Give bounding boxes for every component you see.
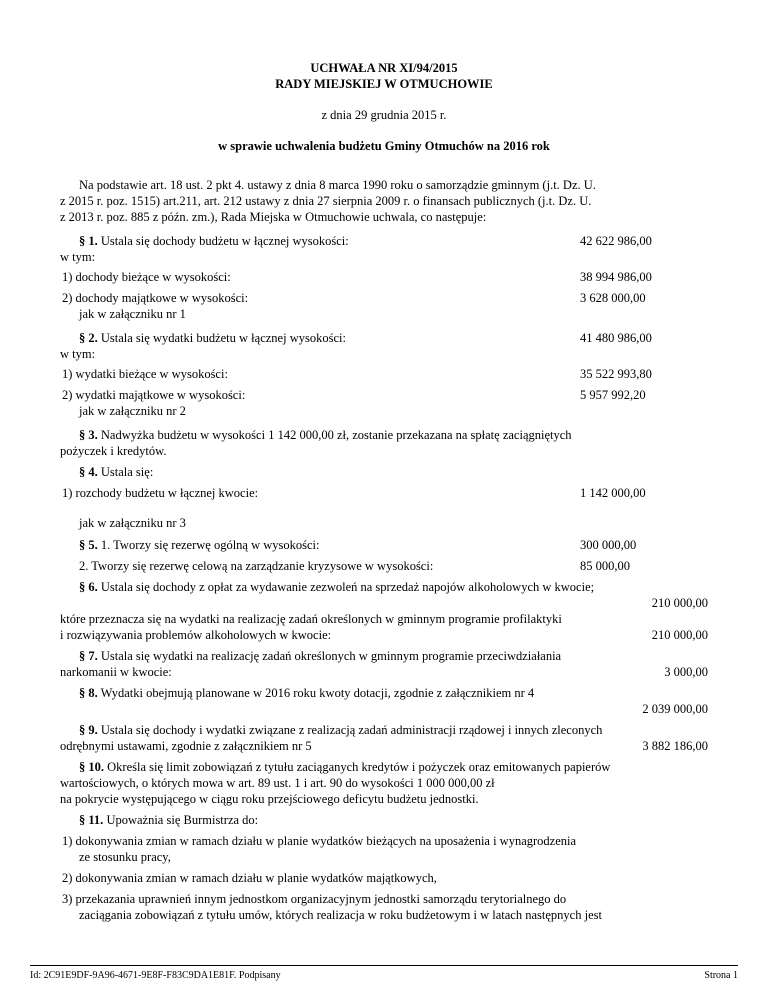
section-2-item-1-value: 35 522 993,80	[580, 367, 652, 381]
section-4-note: jak w załączniku nr 3	[79, 516, 186, 530]
section-5-value-1: 300 000,00	[580, 538, 637, 552]
section-7-amount: 3 000,00	[664, 665, 708, 679]
section-1-value: 42 622 986,00	[580, 234, 652, 248]
section-11	[79, 813, 258, 828]
resolution-subject: w sprawie uchwalenia budżetu Gminy Otmuchów na 2016 rok	[218, 139, 550, 153]
section-8-mark: § 8.	[79, 686, 98, 700]
section-4-mark: § 4.	[79, 465, 98, 479]
section-2-item-2-note: jak w załączniku nr 2	[79, 404, 186, 418]
section-11-item-3-line-2: zaciągania zobowiązań z tytułu umów, których realizacja w roku budżetowym i w latach następnych jest	[79, 908, 602, 922]
section-4	[79, 465, 153, 480]
section-2-mark: § 2.	[79, 331, 98, 345]
page-number: Strona 1	[704, 970, 738, 981]
section-2-text: Ustala się wydatki budżetu w łącznej wysokości:	[97, 331, 346, 345]
section-4-item-1: 1) rozchody budżetu w łącznej kwocie:	[62, 486, 259, 500]
section-1-item-2: 2) dochody majątkowe w wysokości:	[62, 291, 249, 305]
section-6-mark: § 6.	[79, 580, 98, 594]
section-3-text: Nadwyżka budżetu w wysokości 1 142 000,00 zł, zostanie przekazana na spłatę zaciągniętych	[97, 428, 572, 442]
section-11-item-1-line-2: ze stosunku pracy,	[79, 850, 171, 864]
footer-divider	[30, 965, 738, 966]
section-1-wtym: w tym:	[60, 250, 96, 264]
section-1-text: Ustala się dochody budżetu w łącznej wysokości:	[97, 234, 349, 248]
section-2-item-1: 1) wydatki bieżące w wysokości:	[62, 367, 228, 381]
section-1-item-1: 1) dochody bieżące w wysokości:	[62, 270, 231, 284]
section-11-text: Upoważnia się Burmistrza do:	[103, 813, 259, 827]
section-2-item-2: 2) wydatki majątkowe w wysokości:	[62, 388, 246, 402]
council-name: RADY MIEJSKIEJ W OTMUCHOWIE	[275, 77, 493, 91]
intro-line-3: z 2013 r. poz. 885 z późn. zm.), Rada Miejska w Otmuchowie uchwala, co następuje:	[60, 210, 487, 224]
section-4-text: Ustala się:	[97, 465, 154, 479]
section-10-line-2: wartościowych, o których mowa w art. 89 ust. 1 i art. 90 do wysokości 1 000 000,00 zł	[60, 776, 495, 790]
section-3-mark: § 3.	[79, 428, 98, 442]
section-2-item-2-value: 5 957 992,20	[580, 388, 646, 402]
section-6-amount-1: 210 000,00	[651, 596, 708, 610]
section-6-text: Ustala się dochody z opłat za wydawanie zezwoleń na sprzedaż napojów alkoholowych w kwocie;	[97, 580, 595, 594]
section-10-line-1	[79, 760, 610, 775]
section-2	[79, 331, 346, 346]
section-9-text: Ustala się dochody i wydatki związane z realizacją zadań administracji rządowej i innych zleconych	[97, 723, 603, 737]
section-1	[79, 234, 349, 249]
section-7-line-1	[79, 649, 561, 664]
section-3-line-2: pożyczek i kredytów.	[60, 444, 167, 458]
intro-line-2: z 2015 r. poz. 1515) art.211, art. 212 ustawy z dnia 27 sierpnia 2009 r. o finansach publicznych (j.t. Dz. U.	[60, 194, 592, 208]
section-4-item-1-value: 1 142 000,00	[580, 486, 646, 500]
section-10-mark: § 10.	[79, 760, 104, 774]
intro-line-1: Na podstawie art. 18 ust. 2 pkt 4. ustawy z dnia 8 marca 1990 roku o samorządzie gminnym (j.t. Dz. U.	[79, 178, 596, 192]
section-11-item-2: 2) dokonywania zmian w ramach działu w planie wydatków majątkowych,	[62, 871, 437, 885]
section-6-line-2: które przeznacza się na wydatki na realizację zadań określonych w gminnym programie profilaktyki	[60, 612, 562, 626]
section-9-line-1	[79, 723, 602, 738]
section-10-text: Określa się limit zobowiązań z tytułu zaciąganych kredytów i pożyczek oraz emitowanych papierów	[104, 760, 611, 774]
section-1-item-1-value: 38 994 986,00	[580, 270, 652, 284]
section-8-amount: 2 039 000,00	[642, 702, 708, 716]
section-11-item-3-line-1: 3) przekazania uprawnień innym jednostkom organizacyjnym jednostki samorządu terytorialnego do	[62, 892, 567, 906]
section-7-line-2: narkomanii w kwocie:	[60, 665, 172, 679]
section-6-amount-2: 210 000,00	[651, 628, 708, 642]
section-8-text: Wydatki obejmują planowane w 2016 roku kwoty dotacji, zgodnie z załącznikiem nr 4	[97, 686, 535, 700]
section-6-line-1	[79, 580, 594, 595]
section-8-line-1	[79, 686, 534, 701]
section-6-line-3: i rozwiązywania problemów alkoholowych w kwocie:	[60, 628, 332, 642]
section-3-line-1	[79, 428, 572, 443]
section-1-mark: § 1.	[79, 234, 98, 248]
section-1-item-2-value: 3 628 000,00	[580, 291, 646, 305]
section-7-mark: § 7.	[79, 649, 98, 663]
section-9-amount: 3 882 186,00	[642, 739, 708, 753]
section-5-text-2: 2. Tworzy się rezerwę celową na zarządzanie kryzysowe w wysokości:	[79, 559, 434, 573]
section-1-item-2-note: jak w załączniku nr 1	[79, 307, 186, 321]
section-2-wtym: w tym:	[60, 347, 96, 361]
section-9-mark: § 9.	[79, 723, 98, 737]
section-7-text: Ustala się wydatki na realizację zadań określonych w gminnym programie przeciwdziałania	[97, 649, 562, 663]
section-11-item-1-line-1: 1) dokonywania zmian w ramach działu w planie wydatków bieżących na uposażenia i wynagrodzenia	[62, 834, 577, 848]
document-id: Id: 2C91E9DF-9A96-4671-9E8F-F83C9DA1E81F. Podpisany	[30, 970, 281, 981]
section-5-mark: § 5.	[79, 538, 98, 552]
section-5-value-2: 85 000,00	[580, 559, 630, 573]
section-5-text-1: 1. Tworzy się rezerwę ogólną w wysokości:	[97, 538, 320, 552]
section-5	[79, 538, 320, 553]
resolution-number: UCHWAŁA NR XI/94/2015	[310, 61, 458, 75]
section-2-value: 41 480 986,00	[580, 331, 652, 345]
section-11-mark: § 11.	[79, 813, 104, 827]
section-10-line-3: na pokrycie występującego w ciągu roku przejściowego deficytu budżetu jednostki.	[60, 792, 479, 806]
section-9-line-2: odrębnymi ustawami, zgodnie z załącznikiem nr 5	[60, 739, 312, 753]
resolution-date: z dnia 29 grudnia 2015 r.	[321, 108, 447, 122]
